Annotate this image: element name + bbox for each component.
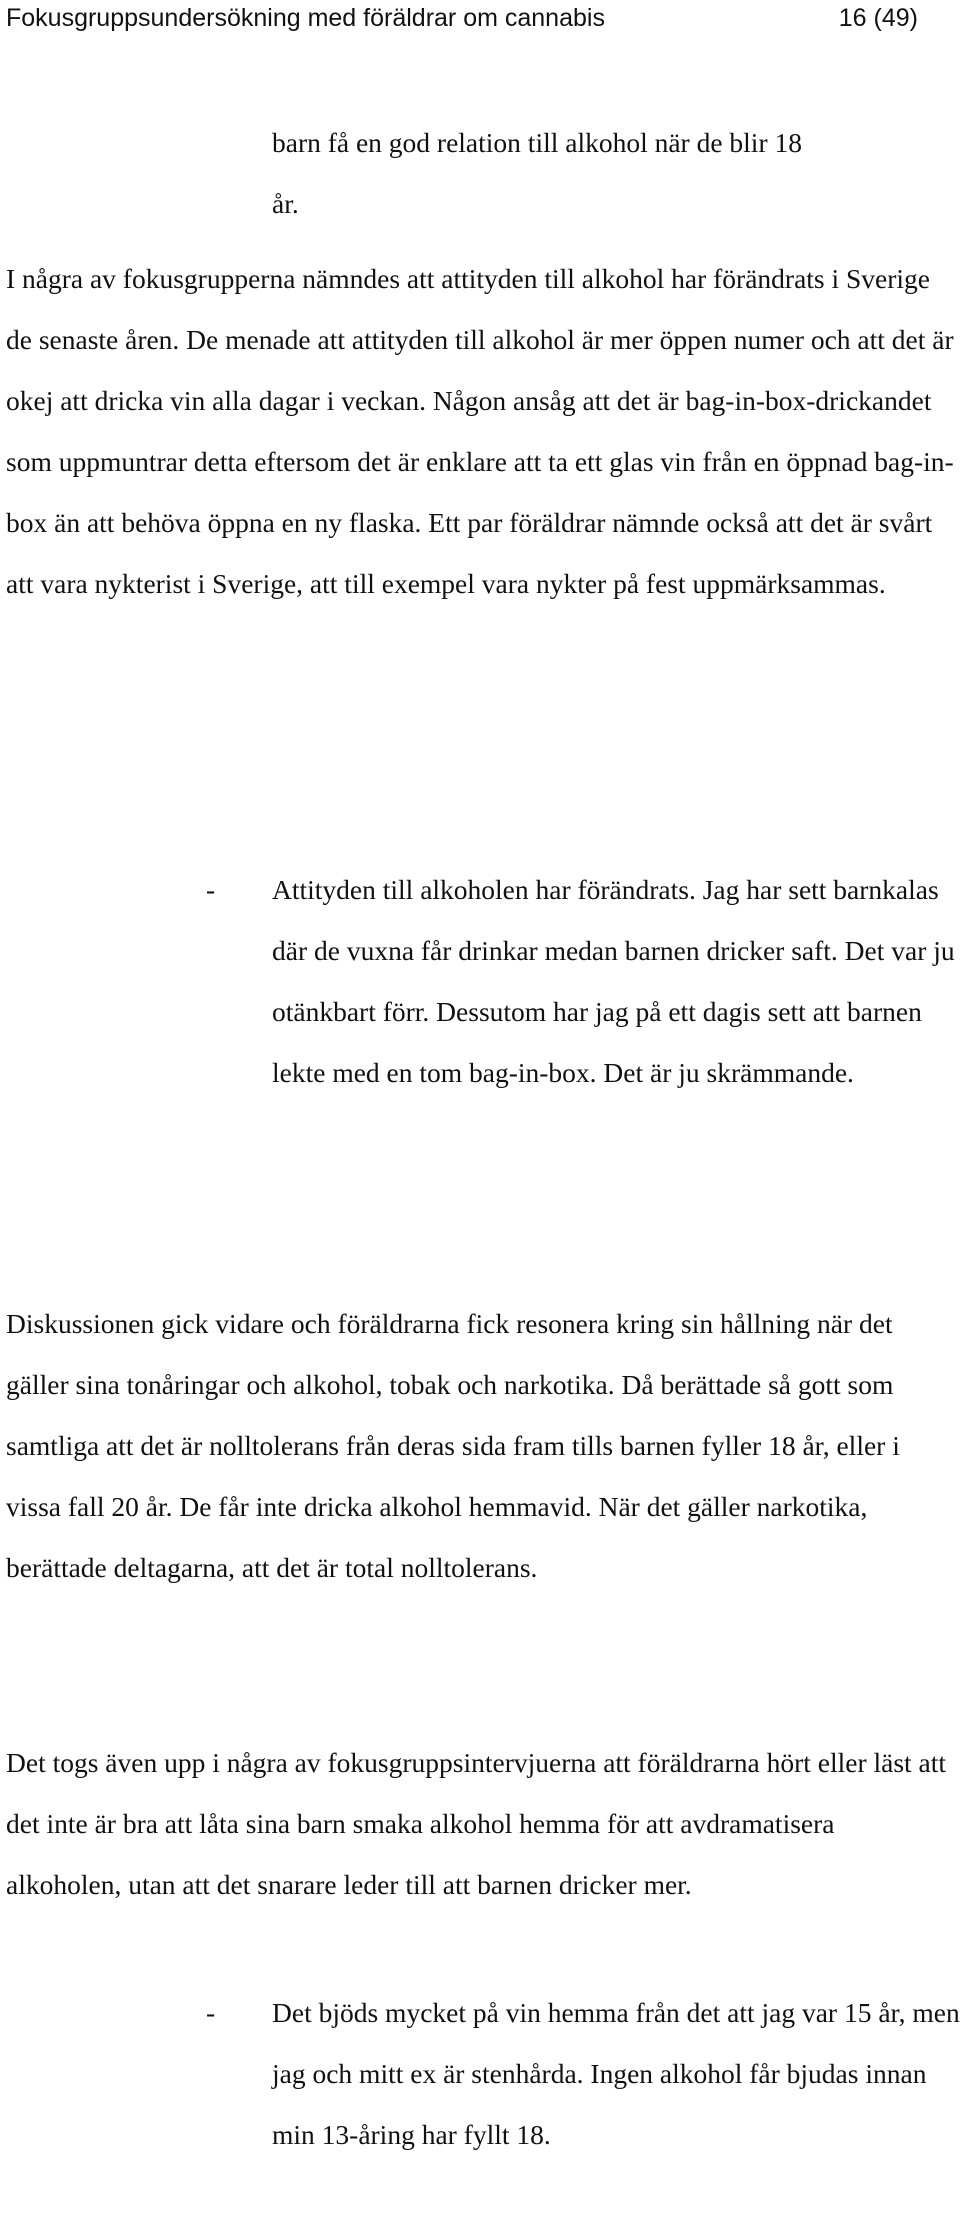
quote-wine-at-home: Det bjöds mycket på vin hemma från det att jag var 15 år, men jag och mitt ex är stenhårda. Ingen alkohol får bjudas innan min 13-åring har fyllt 18. (272, 1997, 960, 2150)
quote-dash: - (206, 1997, 216, 2028)
paragraph-dedramatize: Det togs även upp i några av fokusgruppsintervjuerna att föräldrarna hört eller läst att det inte är bra att låta sina barn smaka alkohol hemma för att avdramatisera alkoholen, utan att det snarare leder till att barnen dricker mer. (6, 1747, 947, 1900)
quote-continuation: barn få en god relation till alkohol när de blir 18 år. (272, 127, 802, 219)
page-number: 16 (49) (838, 4, 918, 32)
paragraph-attitude-change: I några av fokusgrupperna nämndes att attityden till alkohol har förändrats i Sverige de senaste åren. De menade att attityden till alkohol är mer öppen numer och att det är okej att dricka vin alla dagar i veckan. Någon ansåg att det är bag-in-box-drickandet som uppmuntrar detta eftersom det är enklare att ta ett glas vin från en öppnad bag-in-box än att behöva öppna en ny flaska. Ett par föräldrar nämnde också att det är svårt att vara nykterist i Sverige, att till exempel vara nykter på fest uppmärksammas. (6, 263, 954, 599)
document-title: Fokusgruppsundersökning med föräldrar om cannabis (6, 4, 605, 32)
page-header (6, 0, 918, 36)
quote-attitude: Attityden till alkoholen har förändrats. Jag har sett barnkalas där de vuxna får drinkar medan barnen dricker saft. Det var ju otänkbart förr. Dessutom har jag på ett dagis sett att barnen lekte med en tom bag-in-box. Det är ju skrämmande. (272, 874, 955, 1088)
quote-dash: - (206, 874, 216, 905)
paragraph-zero-tolerance: Diskussionen gick vidare och föräldrarna fick resonera kring sin hållning när det gäller sina tonåringar och alkohol, tobak och narkotika. Då berättade så gott som samtliga att det är nolltolerans från deras sida fram tills barnen fyller 18 år, eller i vissa fall 20 år. De får inte dricka alkohol hemmavid. När det gäller narkotika, berättade deltagarna, att det är total nolltolerans. (6, 1308, 900, 1583)
